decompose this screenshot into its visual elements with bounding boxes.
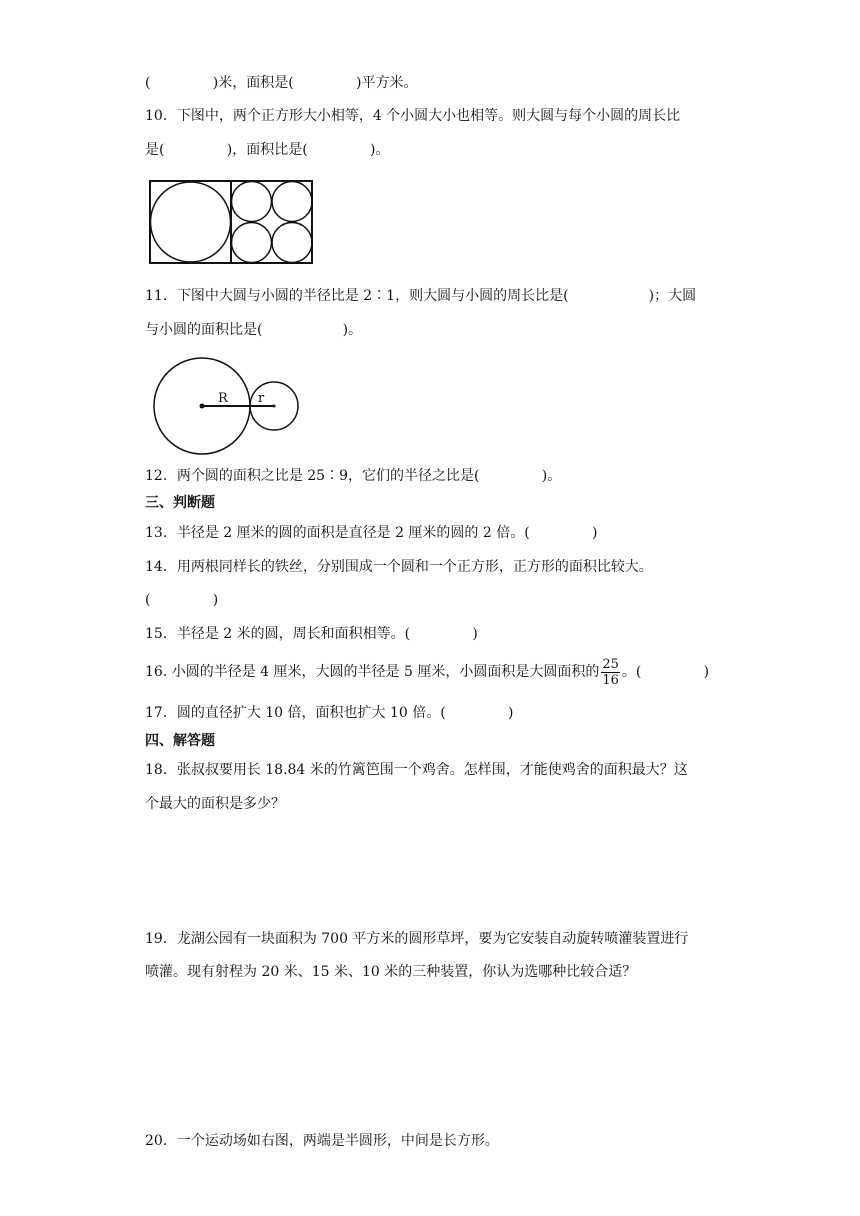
question-18-line2: 个最大的面积是多少？ — [145, 796, 285, 812]
radius-label-small: r — [258, 391, 265, 406]
question-11-line1: 11．下图中大圆与小圆的半径比是 2∶1，则大圆与小圆的周长比是( )；大圆 — [145, 288, 697, 304]
question-19-line1: 19．龙湖公园有一块面积为 700 平方米的圆形草坪，要为它安装自动旋转喷灌装置进行 — [145, 931, 689, 947]
question-18-line1: 18．张叔叔要用长 18.84 米的竹篱笆围一个鸡舍。怎样围，才能使鸡舍的面积最大？这 — [145, 762, 688, 778]
section-3-title: 三、判断题 — [145, 495, 215, 511]
question-17: 17．圆的直径扩大 10 倍，面积也扩大 10 倍。( ) — [145, 705, 514, 721]
question-16 — [145, 652, 709, 692]
radius-label-large: R — [218, 391, 228, 406]
question-11-line2: 与小圆的面积比是( )。 — [145, 322, 363, 338]
figure-squares-circles — [148, 178, 316, 266]
question-19-line2: 喷灌。现有射程为 20 米、15 米、10 米的三种装置，你认为选哪种比较合适？ — [145, 964, 637, 980]
question-20: 20．一个运动场如右图，两端是半圆形，中间是长方形。 — [145, 1133, 499, 1149]
question-15: 15．半径是 2 米的圆，周长和面积相等。( ) — [145, 626, 478, 642]
fraction-25-16 — [601, 657, 620, 688]
figure-two-circles — [150, 356, 302, 456]
question-10-line1: 10．下图中，两个正方形大小相等，4 个小圆大小也相等。则大圆与每个小圆的周长比 — [145, 108, 681, 124]
question-10-line2: 是( )，面积比是( )。 — [145, 142, 390, 158]
question-14-line2: ( ) — [145, 592, 219, 608]
question-continuation: ( )米，面积是( )平方米。 — [145, 75, 418, 91]
question-16-blank: 。( ) — [621, 664, 710, 680]
question-12: 12．两个圆的面积之比是 25∶9，它们的半径之比是( )。 — [145, 468, 562, 484]
section-4-title: 四、解答题 — [145, 733, 215, 749]
fraction-numerator: 25 — [602, 656, 619, 672]
question-16-text: 16. 小圆的半径是 4 厘米，大圆的半径是 5 厘米，小圆面积是大圆面积的 — [145, 664, 600, 680]
question-13: 13．半径是 2 厘米的圆的面积是直径是 2 厘米的圆的 2 倍。( ) — [145, 525, 598, 541]
question-14-line1: 14．用两根同样长的铁丝，分别围成一个圆和一个正方形，正方形的面积比较大。 — [145, 559, 653, 575]
fraction-denominator: 16 — [602, 672, 619, 688]
